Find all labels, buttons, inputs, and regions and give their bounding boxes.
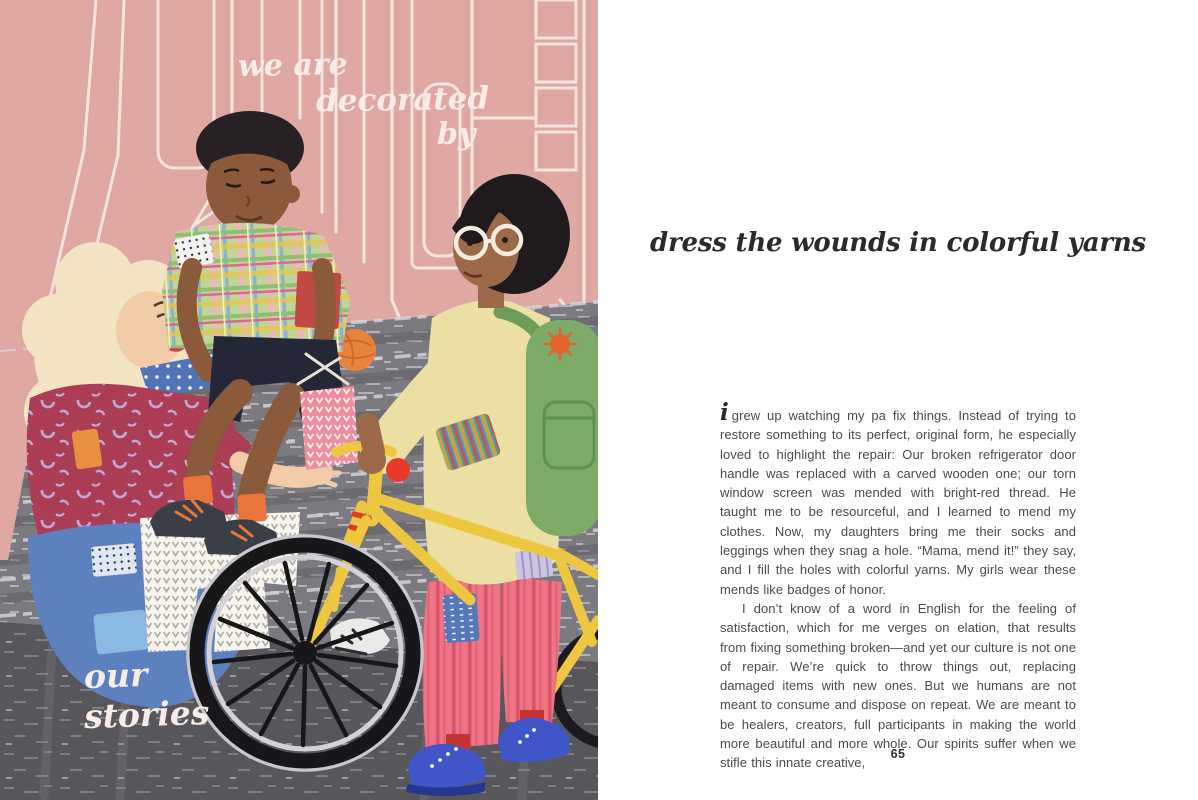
chapter-title: dress the wounds in colorful yarns [650, 228, 1146, 258]
overlay-our: our [83, 654, 149, 697]
left-page [0, 0, 598, 800]
bike-bell [386, 458, 410, 482]
paragraph-1 [720, 401, 1076, 599]
overlay-stories: stories [83, 692, 210, 737]
overlay-decorated: decorated [315, 80, 490, 120]
backpack-patch [544, 328, 576, 360]
paragraph-1-text: grew up watching my pa fix things. Instead of trying to restore something to its perfect, original form, he especially loved to highlight the repair: Our broken refrigerator door handle was replaced with a carved wooden one; our torn window screen was mended with bright-red thread. He taught me to be resourceful, and I learned to mend my clothes. Now, my daughters bring me their socks and leggings when they snag a hole. “Mama, mend it!” they say, and I fill the holes with colorful yarns. My girls wear these mends like badges of honor. [720, 408, 1076, 597]
body-text [720, 401, 1076, 773]
paragraph-2: I don’t know of a word in English for the feeling of satisfaction, which for me verges on elation, that results from fixing something broken—and yet our culture is not one of repair. We’re quick to throw things out, replacing damaged items with new ones. But we humans are not meant to consume and dispose on repeat. We are meant to be healers, creators, full participants in making the world more beautiful and more whole. Our spirits suffer when we stifle this innate creative, [720, 600, 1076, 771]
drop-cap: i [720, 399, 729, 426]
page-number: 65 [890, 747, 906, 761]
right-page [598, 0, 1198, 800]
overlay-by: by [437, 117, 476, 152]
overlay-we-are: we are [237, 47, 348, 84]
